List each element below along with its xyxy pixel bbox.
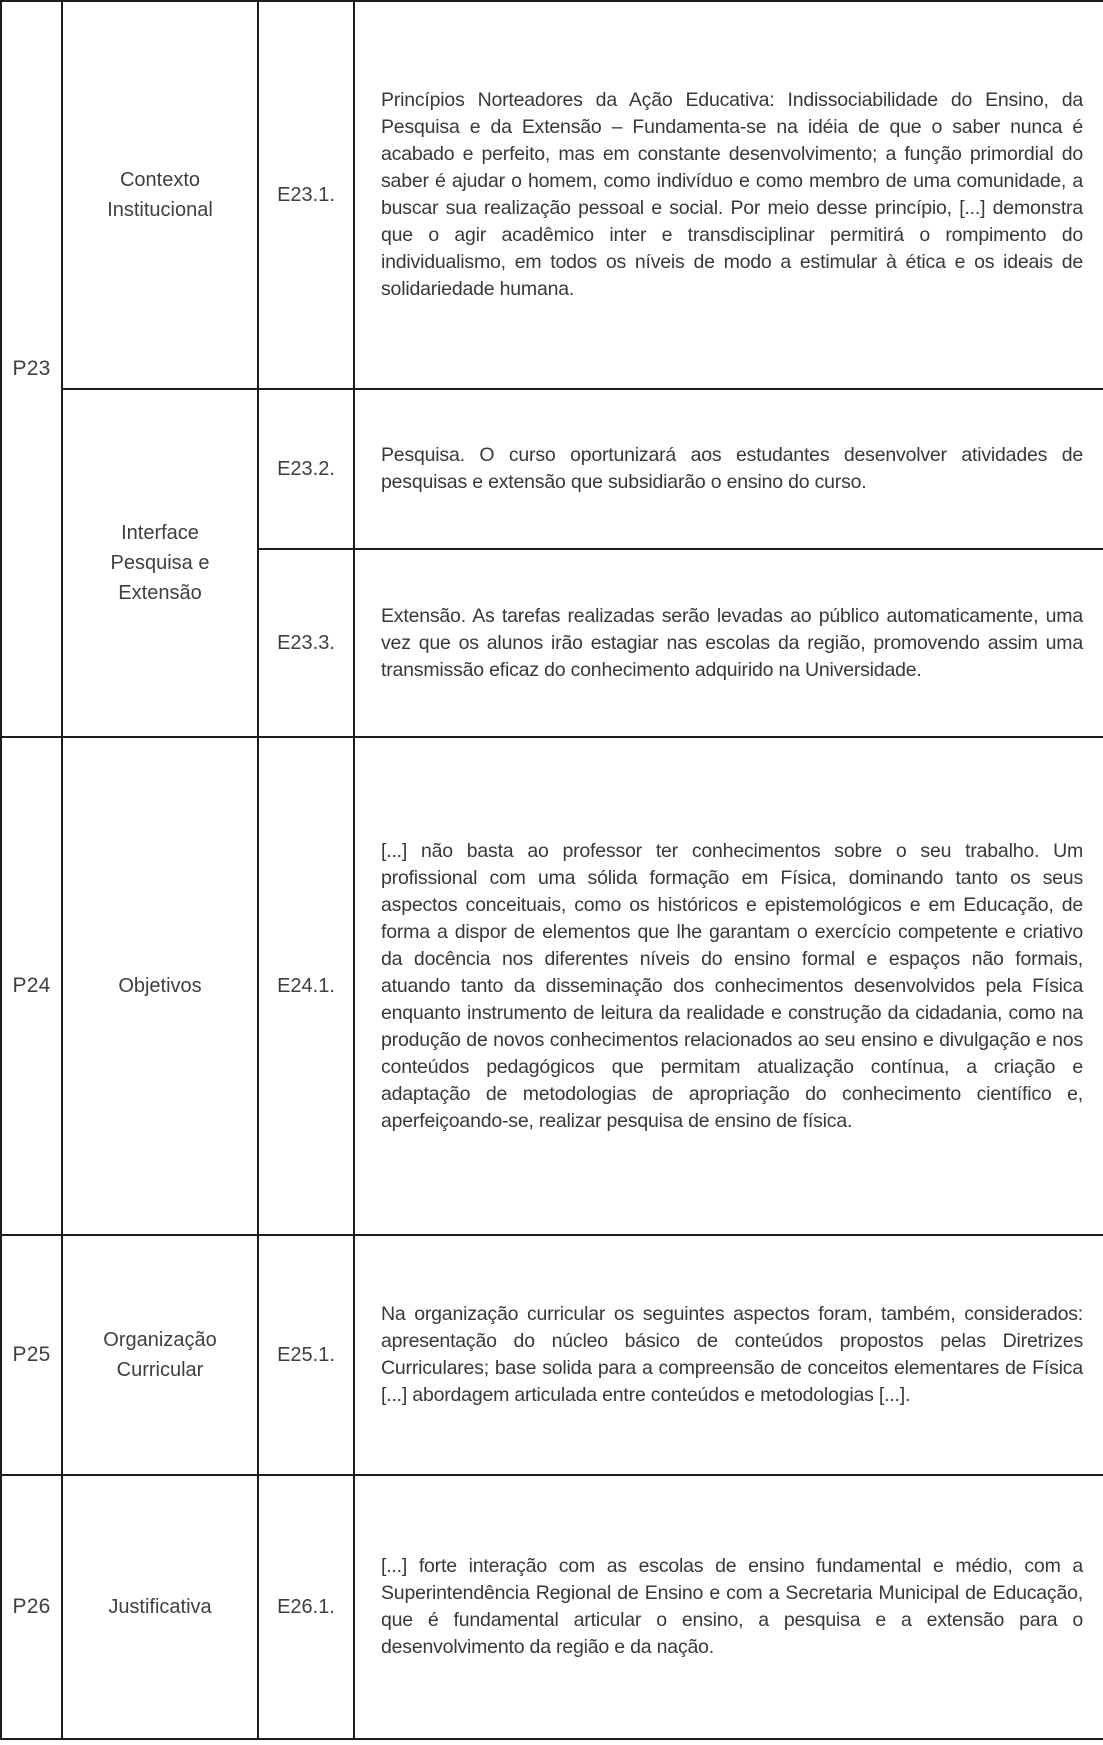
ecode-label: E24.1. [277, 974, 335, 997]
pcode-label: P25 [12, 1343, 51, 1366]
table-row [1, 1, 1103, 389]
ecode-label: E25.1. [277, 1343, 335, 1366]
pcode-cell [1, 1235, 62, 1475]
pcode-cell [1, 737, 62, 1235]
ecode-label: E26.1. [277, 1595, 335, 1618]
excerpt-text: [...] forte interação com as escolas de ensino fundamental e médio, com a Superintendência Regional de Ensino e com a Secretaria Municipal de Educação, que é fundamental articular o ensino, a pesquisa e a extensão para o desenvolvimento da região e da nação. [381, 1555, 1083, 1658]
category-cell [62, 1235, 258, 1475]
excerpt-text: Pesquisa. O curso oportunizará aos estudantes desenvolver atividades de pesquisas e extensão que subsidiarão o ensino do curso. [381, 444, 1083, 493]
ecode-label: E23.1. [277, 183, 335, 206]
excerpt-text: Na organização curricular os seguintes aspectos foram, também, considerados: apresentação do núcleo básico de conteúdos propostos pelas Diretrizes Curriculares; base solida para a compreensão de conceitos elementares de Física [...] abordagem articulada entre conteúdos e metodologias [...]. [381, 1303, 1083, 1406]
excerpt-cell [354, 1235, 1103, 1475]
excerpt-text: Extensão. As tarefas realizadas serão levadas ao público automaticamente, uma vez que os alunos irão estagiar nas escolas da região, promovendo assim uma transmissão eficaz do conhecimento adquirido na Universidade. [381, 604, 1083, 681]
category-cell [62, 1, 258, 389]
pcode-cell [1, 1475, 62, 1739]
excerpt-cell [354, 389, 1103, 549]
category-cell [62, 389, 258, 737]
ecode-cell [258, 1235, 354, 1475]
ecode-cell [258, 389, 354, 549]
ecode-cell [258, 1, 354, 389]
category-cell [62, 1475, 258, 1739]
category-label: Objetivos [118, 975, 202, 997]
ecode-cell [258, 1475, 354, 1739]
category-label: Interface Pesquisa e Extensão [110, 522, 210, 604]
ecode-cell [258, 549, 354, 737]
category-label: Contexto Institucional [107, 169, 213, 221]
excerpt-text: Princípios Norteadores da Ação Educativa: Indissociabilidade do Ensino, da Pesquisa e da Extensão – Fundamenta-se na idéia de que o saber nunca é acabado e perfeito, mas em constante desenvolvimento; a função primordial do saber é ajudar o homem, como indivíduo e como membro de uma comunidade, a buscar sua realização pessoal e social. Por meio desse princípio, [...] demonstra que o agir acadêmico inter e transdisciplinar permitirá o rompimento do individualismo, em todos os níveis de modo a estimular à ética e os ideais de solidariedade humana. [381, 89, 1083, 300]
pcode-label: P24 [12, 974, 51, 997]
excerpt-cell [354, 549, 1103, 737]
table-row [1, 1235, 1103, 1475]
ecode-cell [258, 737, 354, 1235]
category-cell [62, 737, 258, 1235]
table-row [1, 737, 1103, 1235]
pcode-label: P26 [12, 1595, 51, 1618]
category-label: Justificativa [108, 1596, 212, 1618]
excerpt-cell [354, 1, 1103, 389]
excerpt-cell [354, 1475, 1103, 1739]
category-label: Organização Curricular [103, 1329, 217, 1381]
table-row [1, 389, 1103, 549]
pcode-label: P23 [12, 357, 51, 380]
excerpt-cell [354, 737, 1103, 1235]
excerpt-text: [...] não basta ao professor ter conhecimentos sobre o seu trabalho. Um profissional com uma sólida formação em Física, dominando tanto os seus aspectos conceituais, como os históricos e epistemológicos e em Educação, de forma a dispor de elementos que lhe garantam o exercício competente e criativo da docência nos diferentes níveis do ensino formal e espaços não formais, atuando tanto da disseminação dos conhecimentos desenvolvidos pela Física enquanto instrumento de leitura da realidade e construção da cidadania, como na produção de novos conhecimentos relacionados ao seu ensino e divulgação e nos conteúdos pedagógicos que permitam atualização contínua, a criação e adaptação de metodologias de apropriação do conhecimento científico e, aperfeiçoando-se, realizar pesquisa de ensino de física. [381, 839, 1083, 1132]
ecode-label: E23.3. [277, 631, 335, 654]
ecode-label: E23.2. [277, 457, 335, 480]
table-row [1, 1475, 1103, 1739]
pcode-cell [1, 1, 62, 737]
